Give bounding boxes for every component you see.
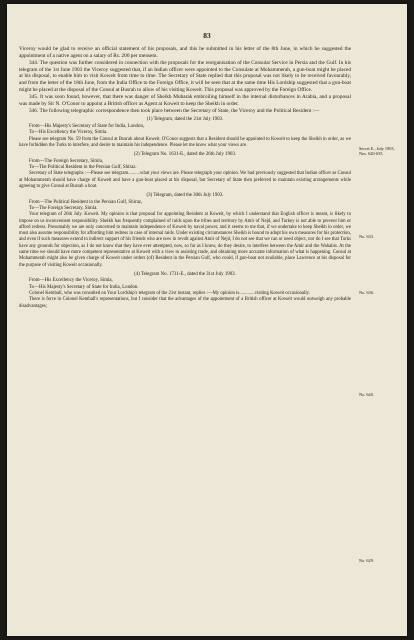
margin-note-636: No. 636. [359, 290, 374, 295]
margin-note-629: No. 629. [359, 558, 374, 563]
telegram-2-heading: (2) Telegram No. 1631-E., dated the 26th July 1903. [133, 152, 237, 158]
paragraph-345: 345. It was soon found, however, that there was danger of Sheikh Mubarak embroiling himself in the internal disturbances in Arabia, and a proposal was made by Sir N. O'Conor to appoint a British officer as Agent at Koweit to keep the Sheikh in order. [19, 93, 351, 107]
margin-note-secret: Secret E., July 1903, Nos. 620-635. [359, 146, 395, 157]
telegram-3-text: Your telegram of 26th July. Koweit. My opinion is that proposal for appointing Resident at Koweit, by which I understand that English officer is meant, is likely to impose on us inconvenient responsibility. Sheikh has frequently complained of raids upon the tribes and territory by Amir of Nejd, and Turkey is not able to prevent him or afford redress. Presumably we are only concerned to maintain independence of Koweit by naval power, and it seems to me that, if we undertake to keep Sheikh in order, we must also assume responsibility for affording him redress in case of internal raids. Under existing circumstances Sheikh is bound to adopt his own measures for his protection, and even if such measures extend to indirect support of his friends who are now in revolt against Amir of Nejd, I do not see that we can or need object, nor do I see that Turks have any grounds for objection, as I do not know that they have ever attempted, now, so far as I know, do they desire, to interfere between the Amir and the Wahabis. At the same time we should have more competent representative at Koweit with a view to assisting trade, and obtaining more accurate information of what is happening. Consul at Mohammerah might also be given charge of Koweit under orders (of) Resident in the Persian Gulf, who could, if gun-boat not available, place Lawrence at his disposal for the purpose of visiting Koweit occasionally. [19, 212, 351, 268]
paragraph-344: 344. The question was further considered in connection with the proposals for the reorganisation of the Consular Service in Persia and the Gulf. In his telegram of the 1st June 1903 the Viceroy suggested that, if an Indian officer were appointed to the Consulate at Mohammerah, a gun-boat might be placed at his disposal, to enable him to visit Koweit from time to time. The Secretary of State replied that this proposal was not likely to be received favourably, and from the letter of the 18th June, from the India Office to the Foreign Office, it will be seen that at the same time His Lordship suggested that a gun-boat might be placed at the disposal of the Consul at Busrah to allow of his visiting Koweit. This proposal was approved by the Foreign Office. [19, 59, 351, 94]
telegram-3-heading: (3) Telegram, dated the 30th July 1903. [146, 193, 224, 199]
margin-note-640: No. 640. [359, 392, 374, 397]
paragraph-346: 346. The following telegraphic correspondence then took place between the Secretary of State, the Viceroy and the Political Resident :— [29, 107, 320, 114]
document-page [7, 4, 407, 636]
telegram-4-from: From—His Excellency the Viceroy, Simla, [29, 278, 113, 284]
telegram-4-text-b: There is force in Colonel Kemball's representations, but I consider that the advantages of the appointment of a British officer at Koweit would outweigh any probable disadvantages; [19, 297, 351, 309]
telegram-4-to: To—His Majesty's Secretary of State for India, London. [29, 284, 139, 290]
telegram-3-from: From—The Political Resident in the Persian Gulf, Shiraz, [29, 199, 143, 205]
telegram-3-to: To—The Foreign Secretary, Simla. [29, 205, 98, 211]
telegram-2-from: From—The Foreign Secretary, Simla, [29, 158, 103, 164]
margin-note-633: No. 633. [359, 234, 374, 239]
telegram-1-from: From—His Majesty's Secretary of State for India, London, [29, 123, 145, 129]
telegram-1-heading: (1) Telegram, dated the 21st July 1903. [146, 117, 224, 123]
telegram-4-text-a: Colonel Kemball, who was consulted on Your Lordship's telegram of the 21st instant, replies :—My opinion is.............visiting Koweit occasionally. [29, 290, 310, 296]
paragraph-intro: Viceroy would be glad to receive an official statement of his proposals, and this he submitted in his letter of the 8th June, in which he suggested the appointment of a native agent on a salary of Rs. 200 per mensem. [19, 46, 351, 59]
page-number: 83 [203, 31, 211, 40]
telegram-2-to: To—The Political Resident in the Persian Gulf, Shiraz. [29, 164, 137, 170]
telegram-2-text: Secretary of State telegraphs :—Please see telegram..........what your views are. Please telegraph your opinion. We had previously suggested that Indian officer as Consul at Mohammerah should have charge of Koweit and have a gun-boat placed at his disposal, but Secretary of State then preferred to maintain existing arrangements while agreeing to give Consul at Busrah a boat. [19, 171, 351, 189]
telegram-1-text: Please see telegram No. 59 from the Consul at Busrah about Koweit. O'Conor suggests that a Resident should be appointed to Koweit to keep the Sheikh in order, as we have forbidden the Turks to interfere, and desire to maintain his independence. Please let me know what your views are. [19, 136, 351, 148]
document-body [19, 46, 351, 310]
telegram-4-heading: (4) Telegram No. 1731-E., dated the 31st July 1903. [134, 271, 236, 277]
telegram-1-to: To—His Excellency the Viceroy, Simla. [29, 130, 108, 136]
